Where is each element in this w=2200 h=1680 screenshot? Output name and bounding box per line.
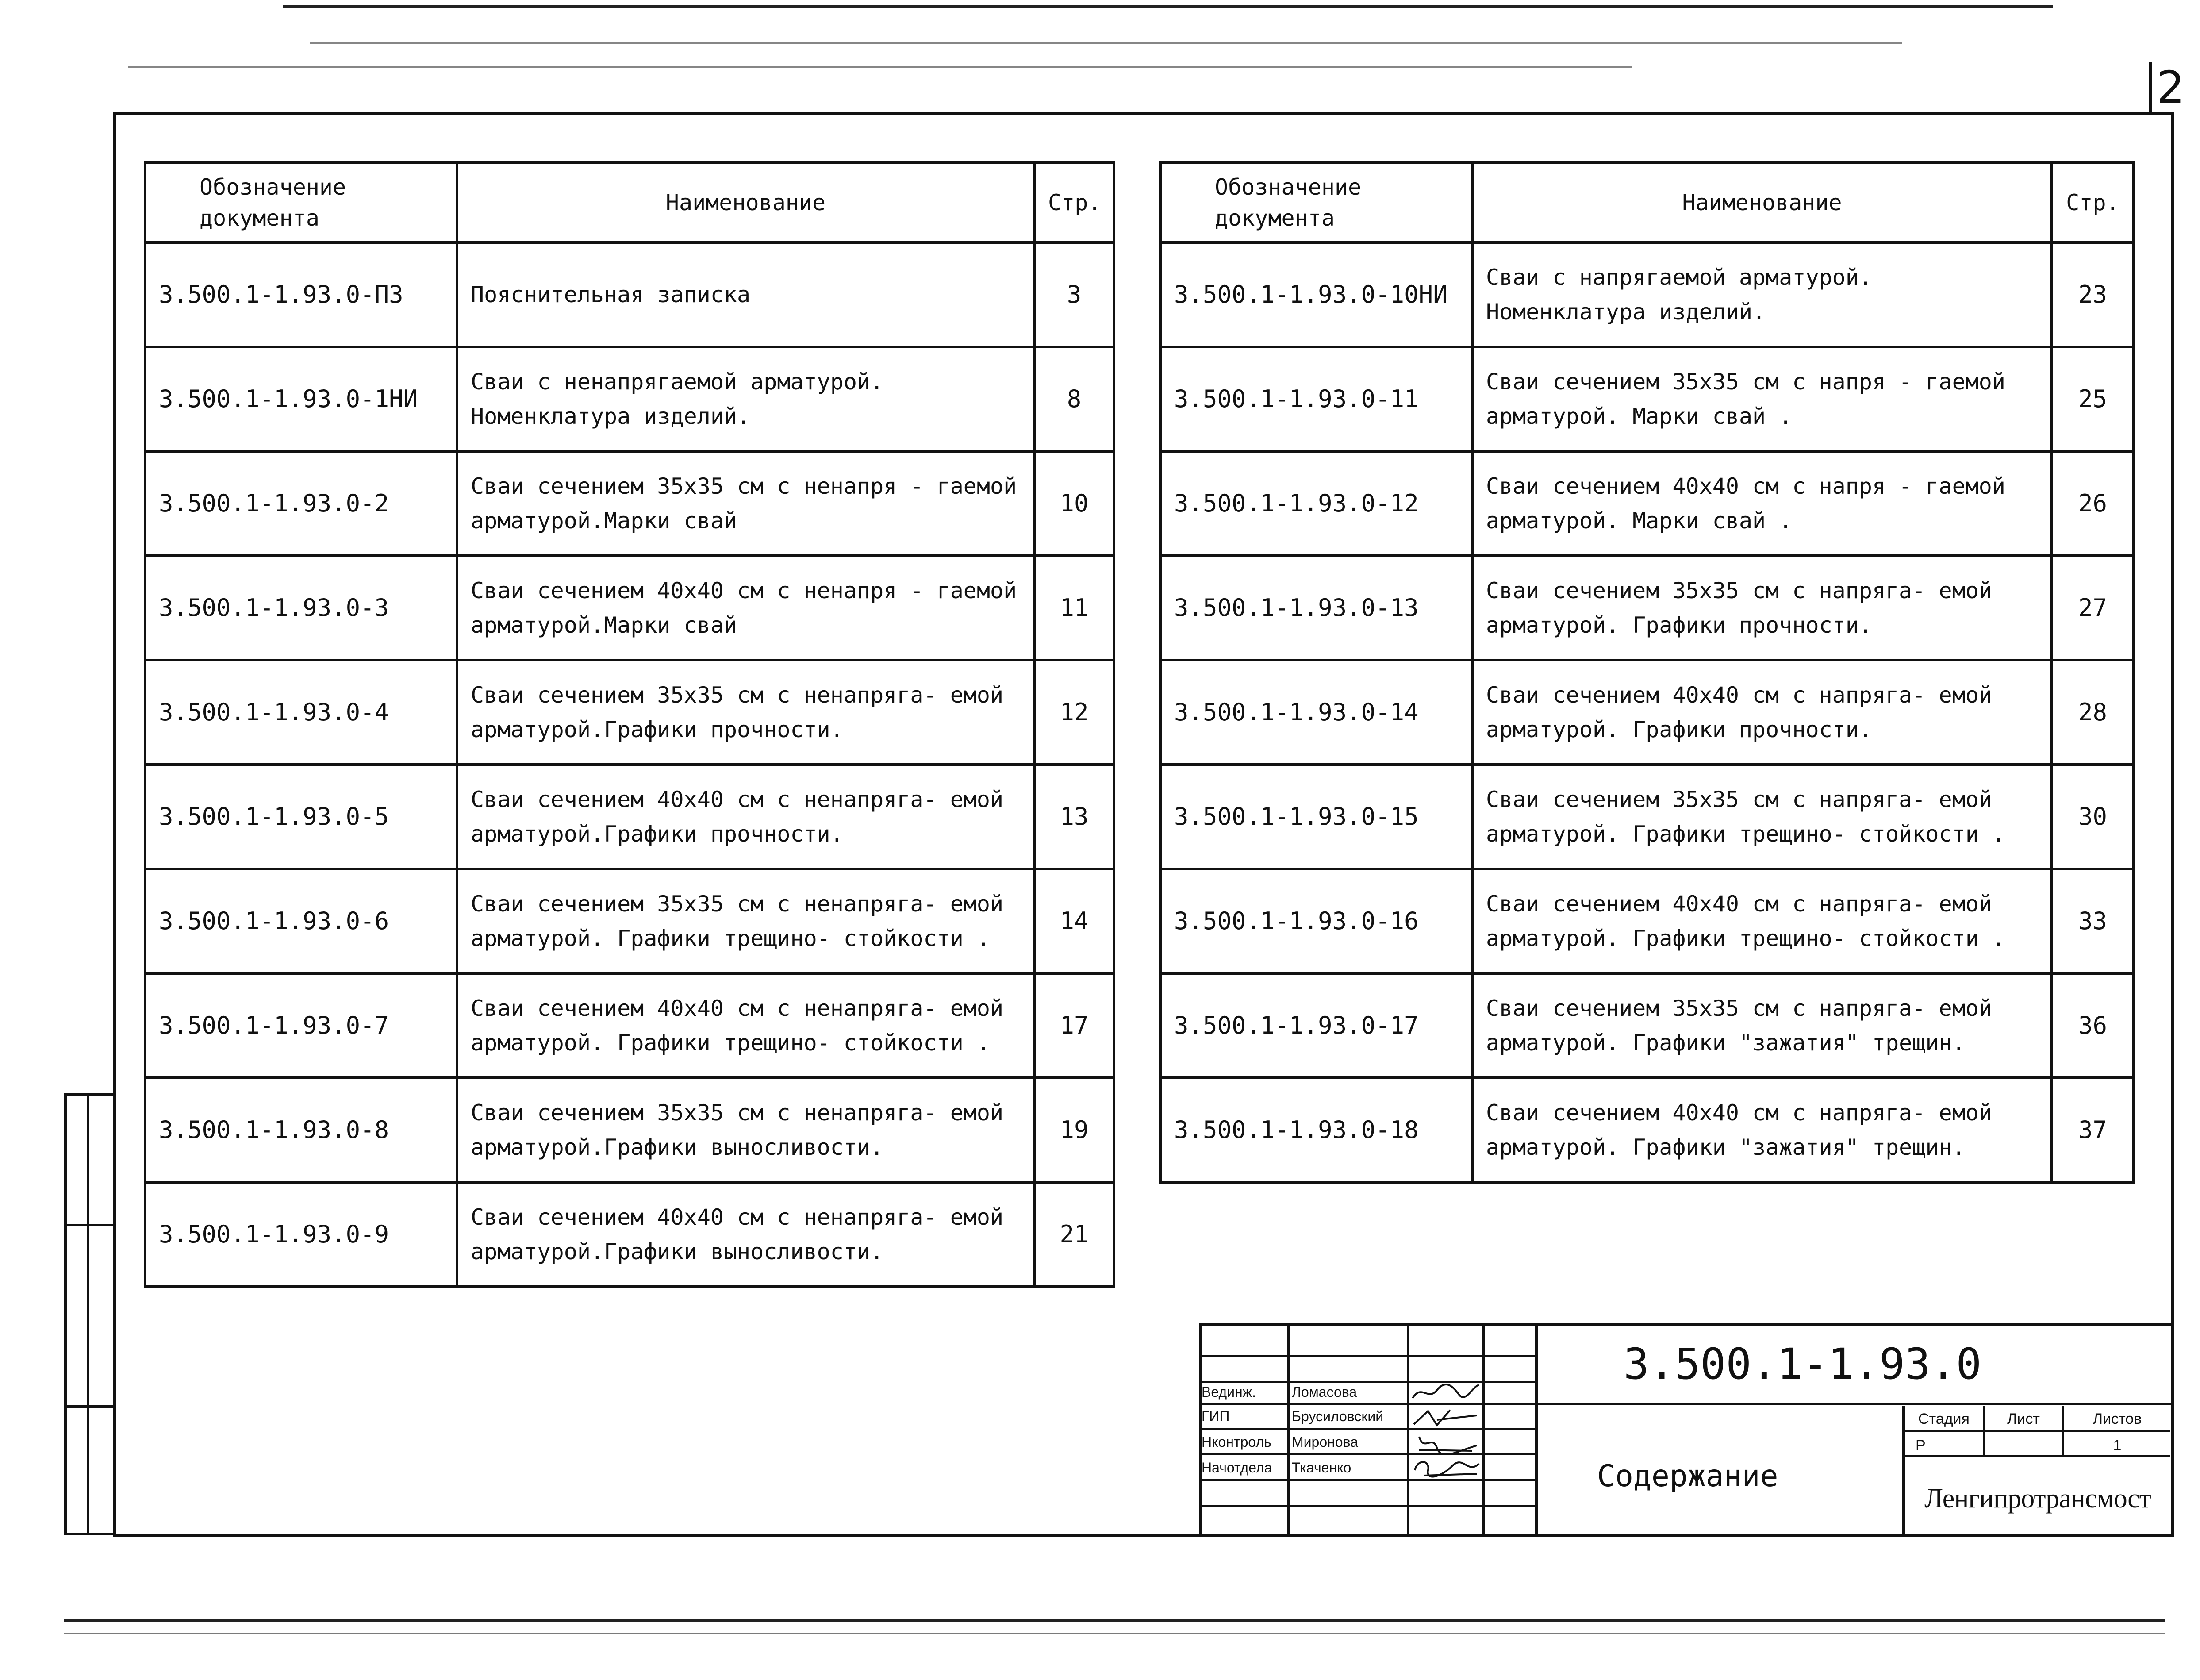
document-code: 3.500.1-1.93.0-ПЗ [145, 242, 457, 347]
table-header-row [1160, 163, 2134, 242]
document-code: 3.500.1-1.93.0-14 [1160, 660, 1472, 765]
table-row [145, 869, 1114, 973]
signature-mark [1410, 1381, 1481, 1403]
signatory-name: Ткаченко [1292, 1460, 1351, 1476]
document-name: Сваи сечением 35х35 см с ненапряга- емой арматурой.Графики прочности. [457, 660, 1034, 765]
stamp-row-line [1199, 1453, 1535, 1455]
side-stamp-strip [64, 1093, 113, 1535]
page-number: 37 [2052, 1078, 2134, 1182]
signatory-role: Нконтроль [1202, 1434, 1271, 1450]
top-scan-line [283, 5, 2053, 8]
top-scan-line-3 [128, 66, 1632, 68]
signature-mark [1410, 1432, 1481, 1454]
header-name: Наименование [457, 163, 1034, 242]
page-number: 26 [2052, 451, 2134, 556]
stamp-divider [1287, 1326, 1290, 1534]
page-number: 12 [1034, 660, 1114, 765]
page-number: 13 [1034, 765, 1114, 869]
bottom-scan-line-2 [64, 1633, 2165, 1634]
document-code: 3.500.1-1.93.0-3 [145, 556, 457, 660]
stage-label: Стадия [1905, 1406, 1985, 1432]
document-name: Сваи сечением 40х40 см с напряга- емой арматурой. Графики "зажатия" трещин. [1472, 1078, 2052, 1182]
table-header-row [145, 163, 1114, 242]
document-code: 3.500.1-1.93.0-7 [145, 973, 457, 1078]
sheet-value [1985, 1432, 2064, 1457]
page-number: 19 [1034, 1078, 1114, 1182]
document-name: Сваи с ненапрягаемой арматурой. Номенклатура изделий. [457, 347, 1034, 451]
stamp-divider [1199, 1326, 1202, 1534]
table-row [1160, 973, 2134, 1078]
table-row [145, 556, 1114, 660]
page-number: 17 [1034, 973, 1114, 1078]
table-row [1160, 451, 2134, 556]
header-code: Обозначение документа [1160, 163, 1472, 242]
stamp-row-line [1199, 1479, 1535, 1481]
table-row [1160, 1078, 2134, 1182]
document-code: 3.500.1-1.93.0-13 [1160, 556, 1472, 660]
page-number: 10 [1034, 451, 1114, 556]
drawing-designation: 3.500.1-1.93.0 [1624, 1339, 1982, 1389]
document-name: Сваи с напрягаемой арматурой. Номенклатура изделий. [1472, 242, 2052, 347]
table-row [145, 1182, 1114, 1287]
page-number: 8 [1034, 347, 1114, 451]
document-name: Сваи сечением 40х40 см с напряга- емой арматурой. Графики трещино- стойкости . [1472, 869, 2052, 973]
table-row [145, 1078, 1114, 1182]
document-code: 3.500.1-1.93.0-15 [1160, 765, 1472, 869]
signature-mark [1410, 1407, 1481, 1429]
stamp-divider [1407, 1326, 1409, 1534]
document-code: 3.500.1-1.93.0-6 [145, 869, 457, 973]
table-row [1160, 660, 2134, 765]
stage-value: Р [1905, 1432, 1985, 1457]
sheets-label: Листов [2064, 1406, 2170, 1432]
header-page: Стр. [1034, 163, 1114, 242]
page-number: 36 [2052, 973, 2134, 1078]
table-row [145, 660, 1114, 765]
signatory-role: Начотдела [1202, 1460, 1272, 1476]
page-number: 11 [1034, 556, 1114, 660]
document-name: Сваи сечением 35х35 см с ненапряга- емой арматурой.Графики выносливости. [457, 1078, 1034, 1182]
table-row [1160, 242, 2134, 347]
drawing-title: Содержание [1597, 1459, 1778, 1494]
page-number: 28 [2052, 660, 2134, 765]
table-row [145, 765, 1114, 869]
page-number: 25 [2052, 347, 2134, 451]
stage-sheet-grid [1902, 1406, 2168, 1534]
top-scan-line-2 [310, 42, 1902, 44]
page-number: 23 [2052, 242, 2134, 347]
document-name: Сваи сечением 35х35 см с напряга- емой арматурой. Графики "зажатия" трещин. [1472, 973, 2052, 1078]
document-code: 3.500.1-1.93.0-4 [145, 660, 457, 765]
stamp-row-line [1199, 1355, 1535, 1357]
title-block [1199, 1323, 2171, 1534]
document-name: Сваи сечением 40х40 см с ненапряга- емой арматурой.Графики прочности. [457, 765, 1034, 869]
page-number: 14 [1034, 869, 1114, 973]
side-strip-segment [67, 1405, 113, 1408]
document-code: 3.500.1-1.93.0-2 [145, 451, 457, 556]
document-name: Сваи сечением 35х35 см с напряга- емой арматурой. Графики трещино- стойкости . [1472, 765, 2052, 869]
table-row [145, 451, 1114, 556]
document-name: Сваи сечением 35х35 см с ненапряга- емой арматурой. Графики трещино- стойкости . [457, 869, 1034, 973]
sheet-number: 2 [2149, 62, 2189, 113]
sheet-label: Лист [1985, 1406, 2064, 1432]
document-name: Сваи сечением 40х40 см с ненапряга- емой арматурой.Графики выносливости. [457, 1182, 1034, 1287]
document-code: 3.500.1-1.93.0-9 [145, 1182, 457, 1287]
table-row [1160, 347, 2134, 451]
table-row [145, 242, 1114, 347]
signatory-role: ГИП [1202, 1408, 1230, 1424]
stamp-divider [1535, 1326, 1538, 1534]
document-code: 3.500.1-1.93.0-10НИ [1160, 242, 1472, 347]
document-name: Сваи сечением 40х40 см с напря - гаемой арматурой. Марки свай . [1472, 451, 2052, 556]
header-code: Обозначение документа [145, 163, 457, 242]
document-code: 3.500.1-1.93.0-17 [1160, 973, 1472, 1078]
document-name: Сваи сечением 35х35 см с ненапря - гаемой арматурой.Марки свай [457, 451, 1034, 556]
stamp-row-line [1199, 1505, 1535, 1507]
table-row [1160, 869, 2134, 973]
signature-mark [1410, 1457, 1481, 1479]
organization-name: Ленгипротрансмост [1924, 1484, 2151, 1514]
document-name: Сваи сечением 35х35 см с напряга- емой арматурой. Графики прочности. [1472, 556, 2052, 660]
table-row [1160, 556, 2134, 660]
table-row [1160, 765, 2134, 869]
page-number: 3 [1034, 242, 1114, 347]
table-row [145, 973, 1114, 1078]
contents-table-left [144, 161, 1115, 1288]
header-name: Наименование [1472, 163, 2052, 242]
document-code: 3.500.1-1.93.0-18 [1160, 1078, 1472, 1182]
document-name: Сваи сечением 40х40 см с напряга- емой арматурой. Графики прочности. [1472, 660, 2052, 765]
document-code: 3.500.1-1.93.0-1НИ [145, 347, 457, 451]
document-code: 3.500.1-1.93.0-16 [1160, 869, 1472, 973]
document-name: Сваи сечением 40х40 см с ненапряга- емой арматурой. Графики трещино- стойкости . [457, 973, 1034, 1078]
page-number: 33 [2052, 869, 2134, 973]
document-code: 3.500.1-1.93.0-8 [145, 1078, 457, 1182]
signatory-name: Миронова [1292, 1434, 1359, 1450]
document-code: 3.500.1-1.93.0-12 [1160, 451, 1472, 556]
bottom-scan-line [64, 1619, 2165, 1622]
page-number: 30 [2052, 765, 2134, 869]
document-name: Сваи сечением 35х35 см с напря - гаемой арматурой. Марки свай . [1472, 347, 2052, 451]
document-code: 3.500.1-1.93.0-5 [145, 765, 457, 869]
page-number: 21 [1034, 1182, 1114, 1287]
page-number: 27 [2052, 556, 2134, 660]
stamp-divider [1482, 1326, 1485, 1534]
header-page: Стр. [2052, 163, 2134, 242]
signatory-role: Вединж. [1202, 1384, 1256, 1400]
signatory-name: Брусиловский [1292, 1408, 1384, 1424]
table-row [145, 347, 1114, 451]
sheets-value: 1 [2064, 1432, 2170, 1457]
stamp-row-line [1199, 1428, 1535, 1430]
side-strip-divider [87, 1096, 89, 1533]
document-name: Пояснительная записка [457, 242, 1034, 347]
document-code: 3.500.1-1.93.0-11 [1160, 347, 1472, 451]
side-strip-segment [67, 1224, 113, 1226]
signatory-name: Ломасова [1292, 1384, 1357, 1400]
contents-table-right [1159, 161, 2135, 1184]
document-name: Сваи сечением 40х40 см с ненапря - гаемой арматурой.Марки свай [457, 556, 1034, 660]
